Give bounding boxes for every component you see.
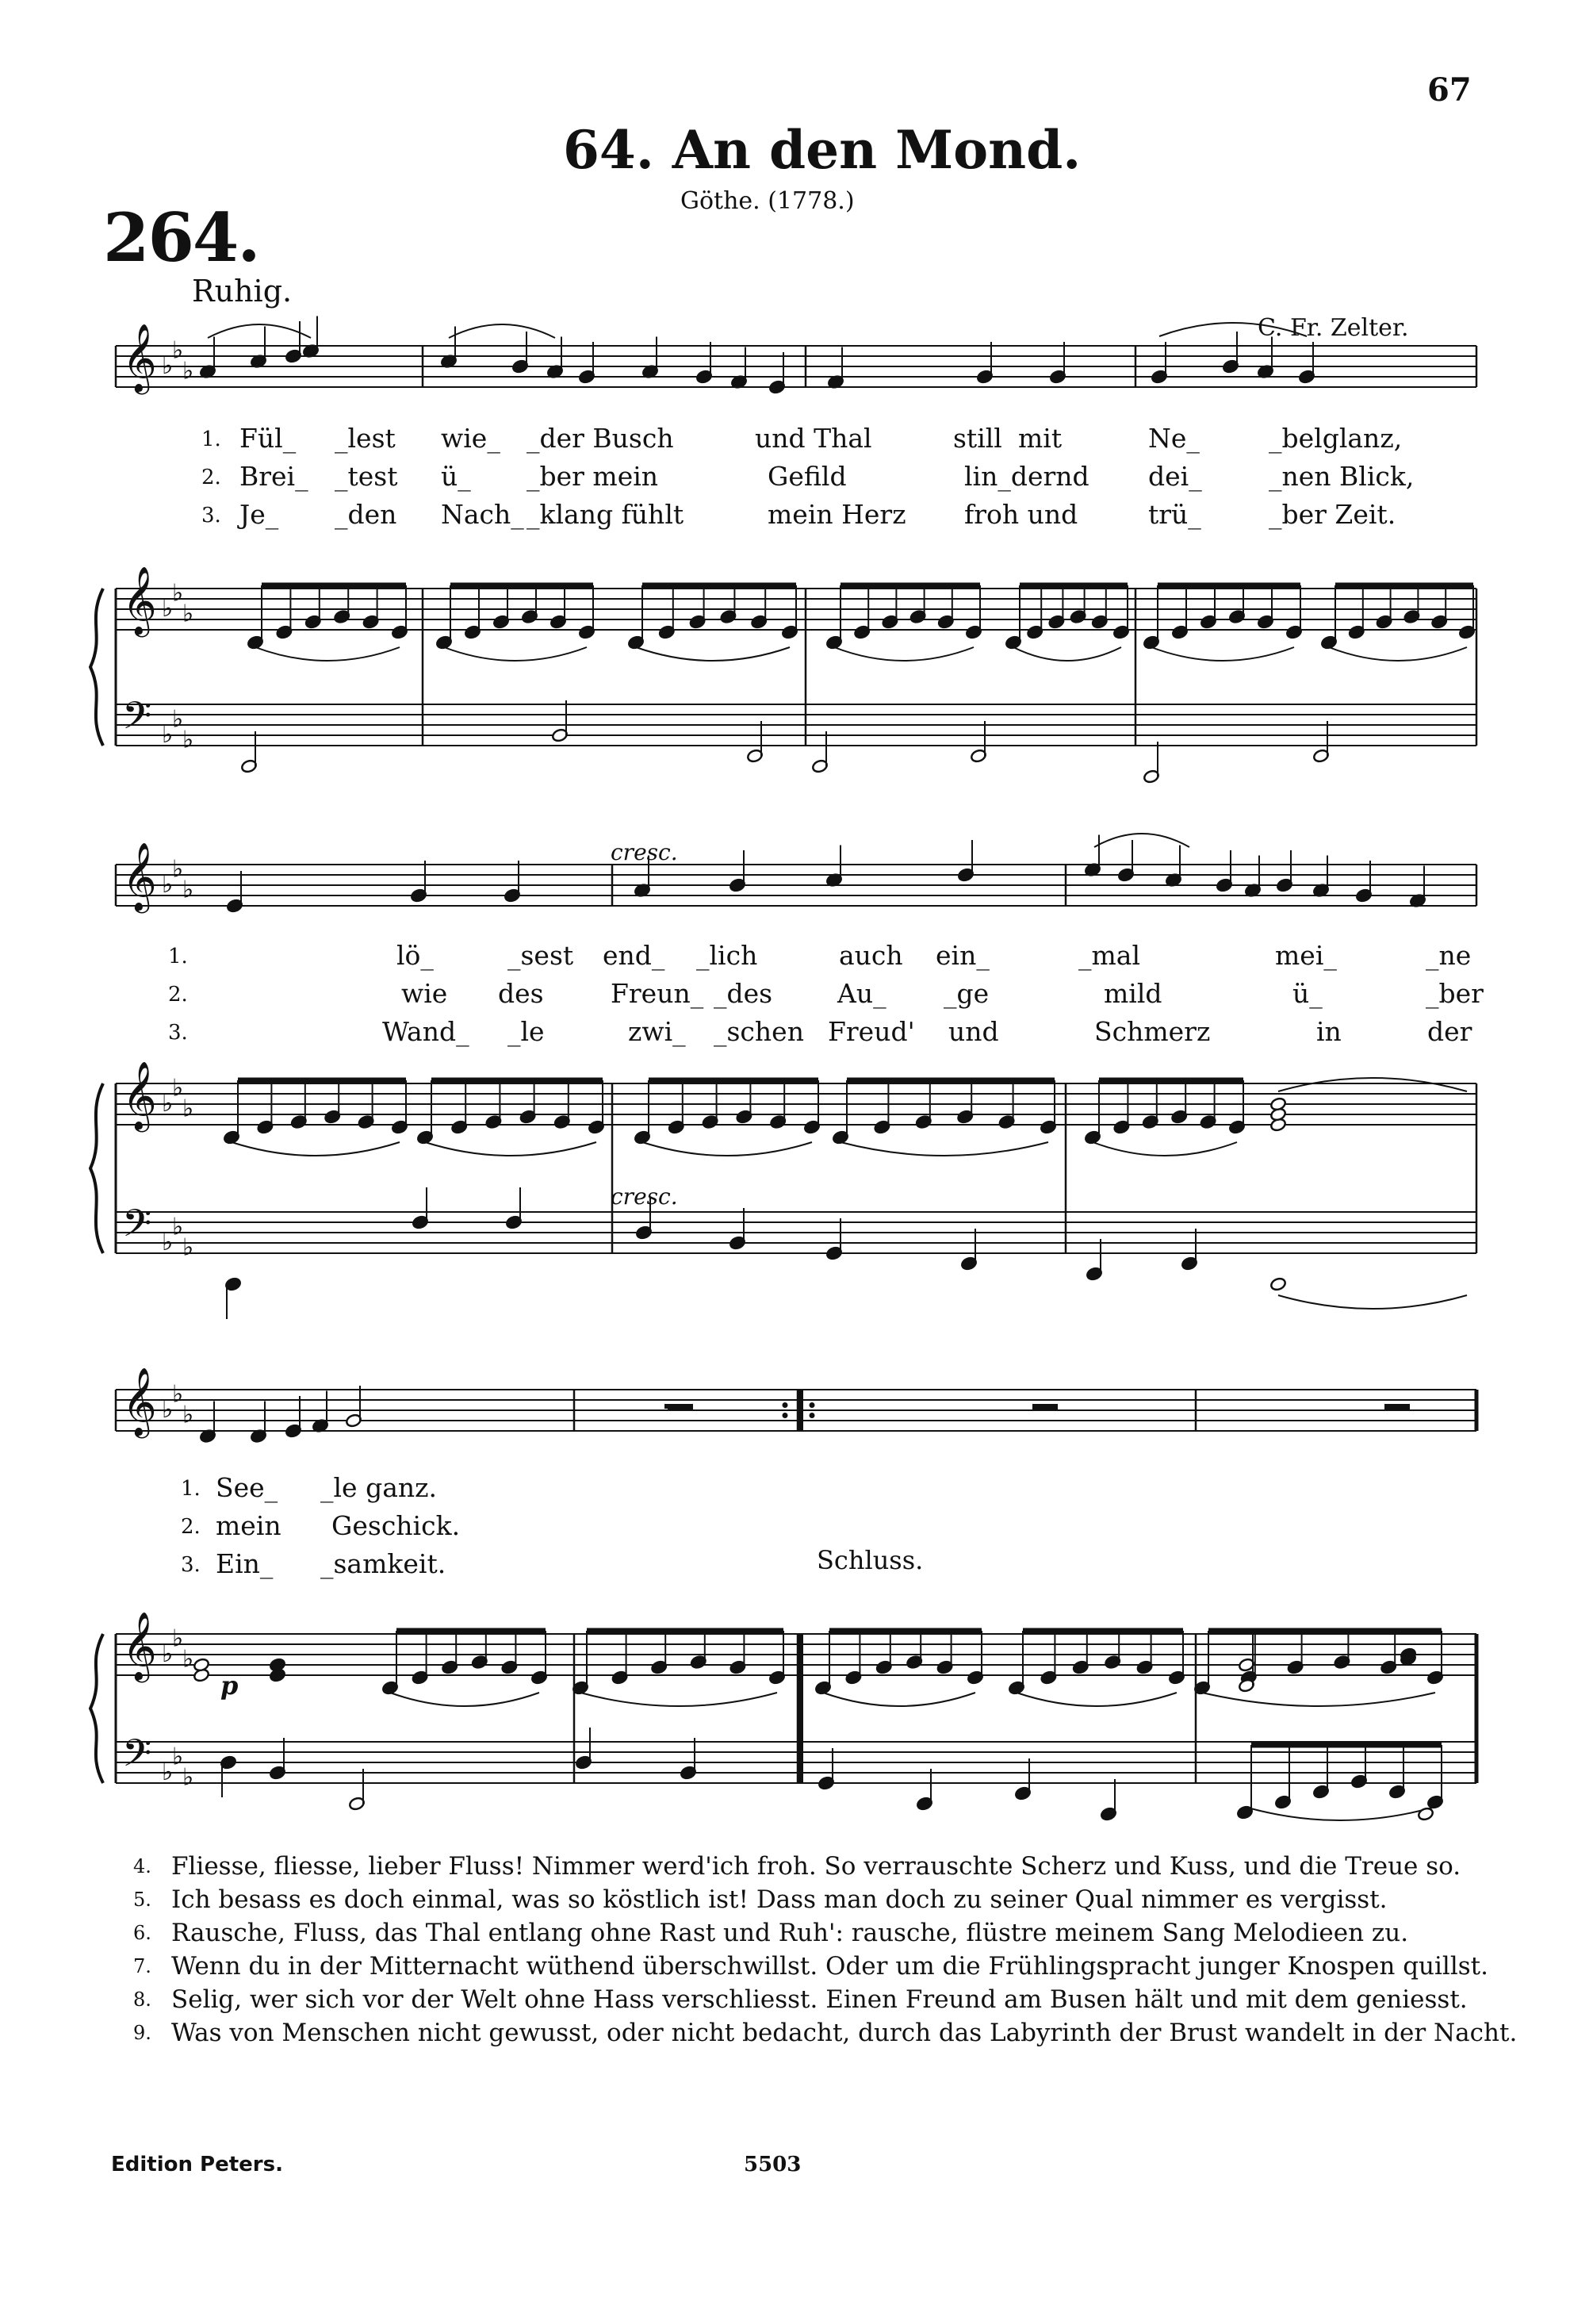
lyric-syllable: wie: [401, 978, 448, 1009]
verse-number: 1.: [168, 945, 188, 968]
bass-clef-icon: 𝄢: [122, 1731, 152, 1785]
verse-text: Ich besass es doch einmal, was so köstlich ist! Dass man doch zu seiner Qual nimmer es vergisst.: [171, 1885, 1388, 1914]
flat-sign-icon: ♭: [172, 579, 184, 608]
slur: [636, 647, 790, 661]
bass-clef-icon: 𝄢: [122, 1201, 152, 1255]
slur: [1017, 1693, 1177, 1706]
additional-verses: [133, 1850, 1518, 2050]
lyric-syllable: See_: [216, 1472, 278, 1503]
flat-sign-icon: ♭: [162, 1229, 174, 1256]
lyric-syllable: _le: [507, 1016, 545, 1047]
whole-rest-icon: [1384, 1404, 1410, 1410]
slur: [642, 1142, 812, 1156]
lyric-syllable: wie_: [441, 423, 500, 454]
flat-sign-icon: ♭: [182, 1095, 194, 1123]
song-title: 64. An den Mond.: [563, 119, 1082, 181]
flat-sign-icon: ♭: [162, 352, 174, 380]
whole-rest-icon: [1032, 1404, 1058, 1410]
lyric-syllable: still: [953, 423, 1002, 454]
treble-clef-icon: 𝄞: [122, 1612, 157, 1680]
poet-credit: Göthe. (1778.): [680, 187, 855, 215]
verse-number: 1.: [181, 1477, 201, 1501]
lyric-syllable: _ber mein: [527, 461, 659, 492]
verse-number: 4.: [133, 1855, 151, 1877]
slur: [232, 1142, 400, 1156]
lyric-syllable: _klang fühlt: [527, 499, 684, 530]
flat-sign-icon: ♭: [162, 1640, 174, 1668]
lyric-syllable: _ne: [1426, 940, 1472, 971]
lyric-syllable: in: [1316, 1016, 1342, 1047]
lyric-syllable: der: [1427, 1016, 1472, 1047]
slur: [1202, 1693, 1435, 1706]
flat-sign-icon: ♭: [162, 1758, 174, 1786]
flat-sign-icon: ♭: [182, 357, 194, 385]
slur: [208, 324, 311, 338]
catalog-number: 264.: [103, 198, 259, 277]
flat-sign-icon: ♭: [172, 1213, 184, 1241]
repeat-dot: [810, 1402, 815, 1408]
flat-sign-icon: ♭: [162, 1090, 174, 1118]
lyric-syllable: ü_: [1292, 978, 1323, 1009]
lyric-syllable: Geschick.: [331, 1510, 461, 1541]
piano-brace: [90, 589, 103, 746]
schluss-marking: Schluss.: [817, 1545, 924, 1575]
verse-line: [133, 1850, 1481, 1883]
flat-sign-icon: ♭: [172, 1624, 184, 1653]
lyric-syllable: _des: [714, 978, 773, 1009]
piano-dynamic: p: [220, 1670, 239, 1701]
flat-sign-icon: ♭: [172, 705, 184, 734]
lyric-syllable: _test: [335, 461, 398, 492]
flat-sign-icon: ♭: [182, 876, 194, 904]
verse-number: 3.: [201, 504, 221, 527]
slur: [1094, 834, 1189, 847]
lyric-syllable: ü_: [441, 461, 471, 492]
flat-sign-icon: ♭: [162, 871, 174, 899]
repeat-dot: [810, 1413, 815, 1418]
lyric-syllable: _sest: [507, 940, 574, 971]
lyric-syllable: froh und: [964, 499, 1078, 530]
flat-sign-icon: ♭: [162, 595, 174, 623]
verse-number: 6.: [133, 1922, 151, 1944]
lyric-syllable: des: [498, 978, 544, 1009]
publisher-label: Edition Peters.: [111, 2153, 283, 2176]
verse-line: [133, 1916, 1481, 1950]
flat-sign-icon: ♭: [182, 1233, 194, 1262]
lyric-syllable: _belglanz,: [1269, 423, 1403, 454]
treble-clef-icon: 𝄞: [122, 324, 157, 392]
verse-text: Wenn du in der Mitternacht wüthend überschwillst. Oder um die Frühlingspracht junger Knospen quillst.: [171, 1952, 1488, 1981]
flat-sign-icon: ♭: [182, 1401, 194, 1429]
verse-text: Fliesse, fliesse, lieber Fluss! Nimmer werd'ich froh. So verrauschte Scherz und Kuss, und die Treue so.: [171, 1852, 1461, 1881]
verse-number: 2.: [168, 983, 188, 1007]
lyric-syllable: _nen Blick,: [1269, 461, 1415, 492]
verse-line: [133, 1883, 1481, 1916]
slur: [449, 324, 555, 338]
slur: [580, 1693, 777, 1706]
repeat-dot: [783, 1413, 788, 1418]
slur: [255, 647, 400, 661]
slur: [444, 647, 587, 661]
verse-number: 1.: [201, 428, 221, 451]
lyric-syllable: Schmerz: [1094, 1016, 1211, 1047]
verse-line: [133, 1950, 1488, 1983]
slur: [834, 647, 974, 661]
verse-number: 8.: [133, 1988, 151, 2011]
lyric-syllable: _ber: [1426, 978, 1484, 1009]
verse-number: 9.: [133, 2022, 151, 2044]
lyric-syllable: _lest: [335, 423, 396, 454]
notehead: [1417, 1807, 1434, 1822]
composer-credit: C. Fr. Zelter.: [1258, 314, 1409, 342]
lyric-syllable: Freun_: [611, 978, 704, 1009]
slur: [823, 1693, 975, 1706]
verse-number: 2.: [201, 466, 221, 489]
lyric-syllable: auch: [839, 940, 903, 971]
flat-sign-icon: ♭: [182, 600, 194, 628]
lyric-syllable: und: [948, 1016, 999, 1047]
plate-number: 5503: [744, 2153, 802, 2176]
verse-text: Rausche, Fluss, das Thal entlang ohne Rast und Ruh': rausche, flüstre meinem Sang Melodieen zu.: [171, 1919, 1409, 1947]
slur: [425, 1142, 596, 1156]
piano-brace: [90, 1634, 103, 1783]
lyric-syllable: und Thal: [755, 423, 872, 454]
flat-sign-icon: ♭: [162, 721, 174, 749]
tempo-marking: Ruhig.: [192, 274, 293, 309]
slur: [1159, 323, 1307, 336]
flat-sign-icon: ♭: [172, 336, 184, 365]
lyric-syllable: Fül_: [239, 423, 297, 454]
lyric-syllable: mein Herz: [768, 499, 906, 530]
cresc-marking-voice: cresc.: [611, 839, 678, 865]
cresc-marking-piano: cresc.: [611, 1183, 678, 1210]
verse-line: [133, 1983, 1481, 2016]
lyric-syllable: _den: [335, 499, 397, 530]
piano-brace: [90, 1083, 103, 1253]
lyric-syllable: _der Busch: [527, 423, 674, 454]
lyric-syllable: Au_: [837, 978, 886, 1009]
lyric-syllable: mein: [216, 1510, 281, 1541]
slur: [1329, 647, 1467, 661]
flat-sign-icon: ♭: [182, 1645, 194, 1674]
lyric-syllable: Nach_: [441, 499, 524, 530]
lyric-syllable: trü_: [1148, 499, 1201, 530]
lyric-syllable: Ein_: [216, 1548, 274, 1579]
lyric-syllable: zwi_: [628, 1016, 686, 1047]
treble-clef-icon: 𝄞: [122, 842, 157, 911]
bass-clef-icon: 𝄢: [122, 693, 152, 747]
verse-text: Selig, wer sich vor der Welt ohne Hass verschliesst. Einen Freund am Busen hält und mit dem geniesst.: [171, 1985, 1468, 2014]
slur: [1151, 647, 1294, 661]
repeat-dot: [783, 1402, 788, 1408]
page-number: 67: [1427, 71, 1472, 109]
verse-number: 2.: [181, 1515, 201, 1539]
flat-sign-icon: ♭: [172, 1380, 184, 1409]
slur: [1245, 1807, 1435, 1820]
lyric-syllable: Je_: [239, 499, 279, 530]
slur: [390, 1693, 539, 1706]
lyric-syllable: _ber Zeit.: [1269, 499, 1396, 530]
lyric-syllable: mei_: [1275, 940, 1337, 971]
lyric-syllable: dei_: [1148, 461, 1202, 492]
lyric-syllable: _le ganz.: [320, 1472, 438, 1503]
lyric-syllable: mild: [1104, 978, 1162, 1009]
lyric-syllable: _lich: [696, 940, 758, 971]
flat-sign-icon: ♭: [182, 726, 194, 754]
lyric-syllable: lö_: [396, 940, 434, 971]
flat-sign-icon: ♭: [172, 855, 184, 884]
flat-sign-icon: ♭: [172, 1074, 184, 1103]
lyric-syllable: Wand_: [382, 1016, 469, 1047]
treble-clef-icon: 𝄞: [122, 1061, 157, 1129]
verse-line: [133, 2016, 1518, 2050]
verse-number: 3.: [168, 1021, 188, 1045]
slur: [1278, 1295, 1467, 1309]
lyric-syllable: Ne_: [1148, 423, 1200, 454]
slur: [1013, 647, 1121, 661]
slur: [841, 1142, 1048, 1156]
treble-clef-icon: 𝄞: [122, 1367, 157, 1436]
flat-sign-icon: ♭: [172, 1743, 184, 1771]
verse-number: 3.: [181, 1553, 201, 1577]
slur: [1278, 1078, 1467, 1091]
half-rest-icon: [664, 1404, 690, 1409]
verse-number: 5.: [133, 1889, 151, 1911]
flat-sign-icon: ♭: [162, 1396, 174, 1424]
notehead: [1269, 1277, 1287, 1292]
flat-sign-icon: ♭: [182, 1763, 194, 1792]
lyric-syllable: _schen: [714, 1016, 804, 1047]
verse-number: 7.: [133, 1955, 151, 1977]
lyric-syllable: lin_dernd: [964, 461, 1089, 492]
lyric-syllable: mit: [1018, 423, 1063, 454]
lyric-syllable: ein_: [936, 940, 990, 971]
lyric-syllable: _samkeit.: [320, 1548, 446, 1579]
lyric-syllable: _ge: [944, 978, 990, 1009]
slur: [1093, 1142, 1237, 1156]
lyric-syllable: Freud': [828, 1016, 915, 1047]
lyric-syllable: _mal: [1078, 940, 1141, 971]
lyric-syllable: Brei_: [239, 461, 308, 492]
lyric-syllable: Gefild: [768, 461, 847, 492]
treble-clef-icon: 𝄞: [122, 566, 157, 635]
verse-text: Was von Menschen nicht gewusst, oder nicht bedacht, durch das Labyrinth der Brust wandelt in der Nacht.: [171, 2019, 1518, 2047]
lyric-syllable: end_: [603, 940, 665, 971]
